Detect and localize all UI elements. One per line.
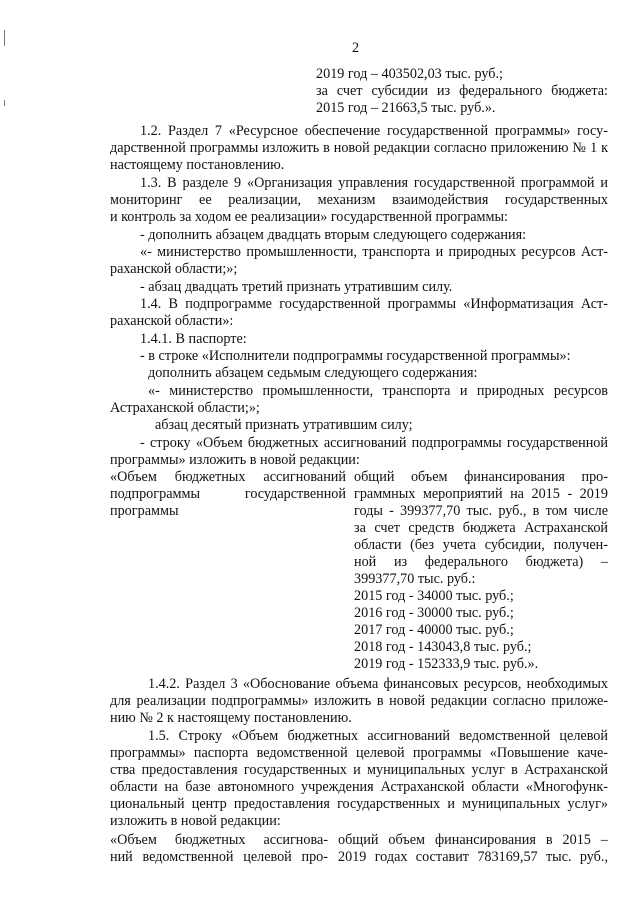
text-line: дополнить абзацем седьмым следующего содержания:: [148, 365, 478, 381]
text-line: 1.4. В подпрограмме государственной программы «Информатизация Аст-: [140, 296, 608, 312]
table-cell-right: годы - 399377,70 тыс. руб., в том числе: [354, 503, 608, 519]
text-line: дарственной программы изложить в новой редакции согласно приложению № 1 к: [110, 140, 608, 156]
text-line: «- министерство промышленности, транспорта и природных ресурсов: [148, 383, 608, 399]
text-line: 1.3. В разделе 9 «Организация управления государственной программой и: [140, 175, 608, 191]
text-line: - абзац двадцать третий признать утратившим силу.: [140, 279, 453, 295]
text-line: мониторинг ее реализации, механизм взаимодействия государственных: [110, 192, 608, 208]
text-line: «- министерство промышленности, транспорта и природных ресурсов Аст-: [140, 244, 608, 260]
text-line: программы» паспорта ведомственной целевой программы «Повышение каче-: [110, 745, 608, 761]
text-line: области на базе автономного учреждения Астраханской области «Многофунк-: [110, 779, 608, 795]
text-line: за счет субсидии из федерального бюджета:: [316, 83, 608, 99]
table-cell-left: программы: [110, 503, 179, 519]
text-line: раханской области»:: [110, 313, 234, 329]
table-cell-right: 2017 год - 40000 тыс. руб.;: [354, 622, 514, 638]
table-cell-left: «Объем бюджетных ассигнований: [110, 469, 346, 485]
text-line: Астраханской области;»;: [110, 400, 260, 416]
text-line: настоящему постановлению.: [110, 157, 285, 173]
table-cell-left: «Объем бюджетных ассигнова-: [110, 832, 328, 848]
scan-mark: [4, 30, 5, 46]
table-cell-right: 2019 годах составит 783169,57 тыс. руб.,: [338, 849, 608, 865]
text-line: изложить в новой редакции:: [110, 813, 281, 829]
text-line: и контроль за ходом ее реализации» государственной программы:: [110, 209, 508, 225]
text-line: 1.5. Строку «Объем бюджетных ассигнований ведомственной целевой: [148, 728, 608, 744]
table-cell-right: 2016 год - 30000 тыс. руб.;: [354, 605, 514, 621]
text-line: нию № 2 к настоящему постановлению.: [110, 710, 352, 726]
table-cell-left: подпрограммы государственной: [110, 486, 346, 502]
text-line: 1.4.2. Раздел 3 «Обоснование объема финансовых ресурсов, необходимых: [148, 676, 608, 692]
text-line: раханской области;»;: [110, 261, 238, 277]
table-cell-right: 2019 год - 152333,9 тыс. руб.».: [354, 656, 539, 672]
table-cell-right: за счет средств бюджета Астраханской: [354, 520, 608, 536]
text-line: - строку «Объем бюджетных ассигнований подпрограммы государственной: [140, 435, 608, 451]
table-cell-right: ной из федерального бюджета) –: [354, 554, 608, 570]
text-line: абзац десятый признать утратившим силу;: [155, 417, 413, 433]
text-line: программы» изложить в новой редакции:: [110, 452, 360, 468]
text-line: циональный центр предоставления государственных и муниципальных услуг»: [110, 796, 608, 812]
table-cell-right: общий объем финансирования про-: [354, 469, 608, 485]
text-line: 2019 год – 403502,03 тыс. руб.;: [316, 66, 503, 82]
table-cell-right: 2018 год - 143043,8 тыс. руб.;: [354, 639, 532, 655]
text-line: - дополнить абзацем двадцать вторым следующего содержания:: [140, 227, 527, 243]
page-number: 2: [352, 40, 360, 56]
table-cell-left: ний ведомственной целевой про-: [110, 849, 328, 865]
text-line: 2015 год – 21663,5 тыс. руб.».: [316, 100, 496, 116]
scan-mark: [4, 100, 5, 106]
text-line: ства предоставления государственных и муниципальных услуг в Астраханской: [110, 762, 608, 778]
text-line: 1.4.1. В паспорте:: [140, 331, 247, 347]
text-line: для реализации подпрограммы» изложить в новой редакции согласно приложе-: [110, 693, 608, 709]
table-cell-right: области (без учета субсидии, получен-: [354, 537, 608, 553]
table-cell-right: 2015 год - 34000 тыс. руб.;: [354, 588, 514, 604]
table-cell-right: 399377,70 тыс. руб.:: [354, 571, 476, 587]
table-cell-right: граммных мероприятий на 2015 - 2019: [354, 486, 608, 502]
text-line: 1.2. Раздел 7 «Ресурсное обеспечение государственной программы» госу-: [140, 123, 608, 139]
table-cell-right: общий объем финансирования в 2015 –: [338, 832, 608, 848]
text-line: - в строке «Исполнители подпрограммы государственной программы»:: [140, 348, 571, 364]
